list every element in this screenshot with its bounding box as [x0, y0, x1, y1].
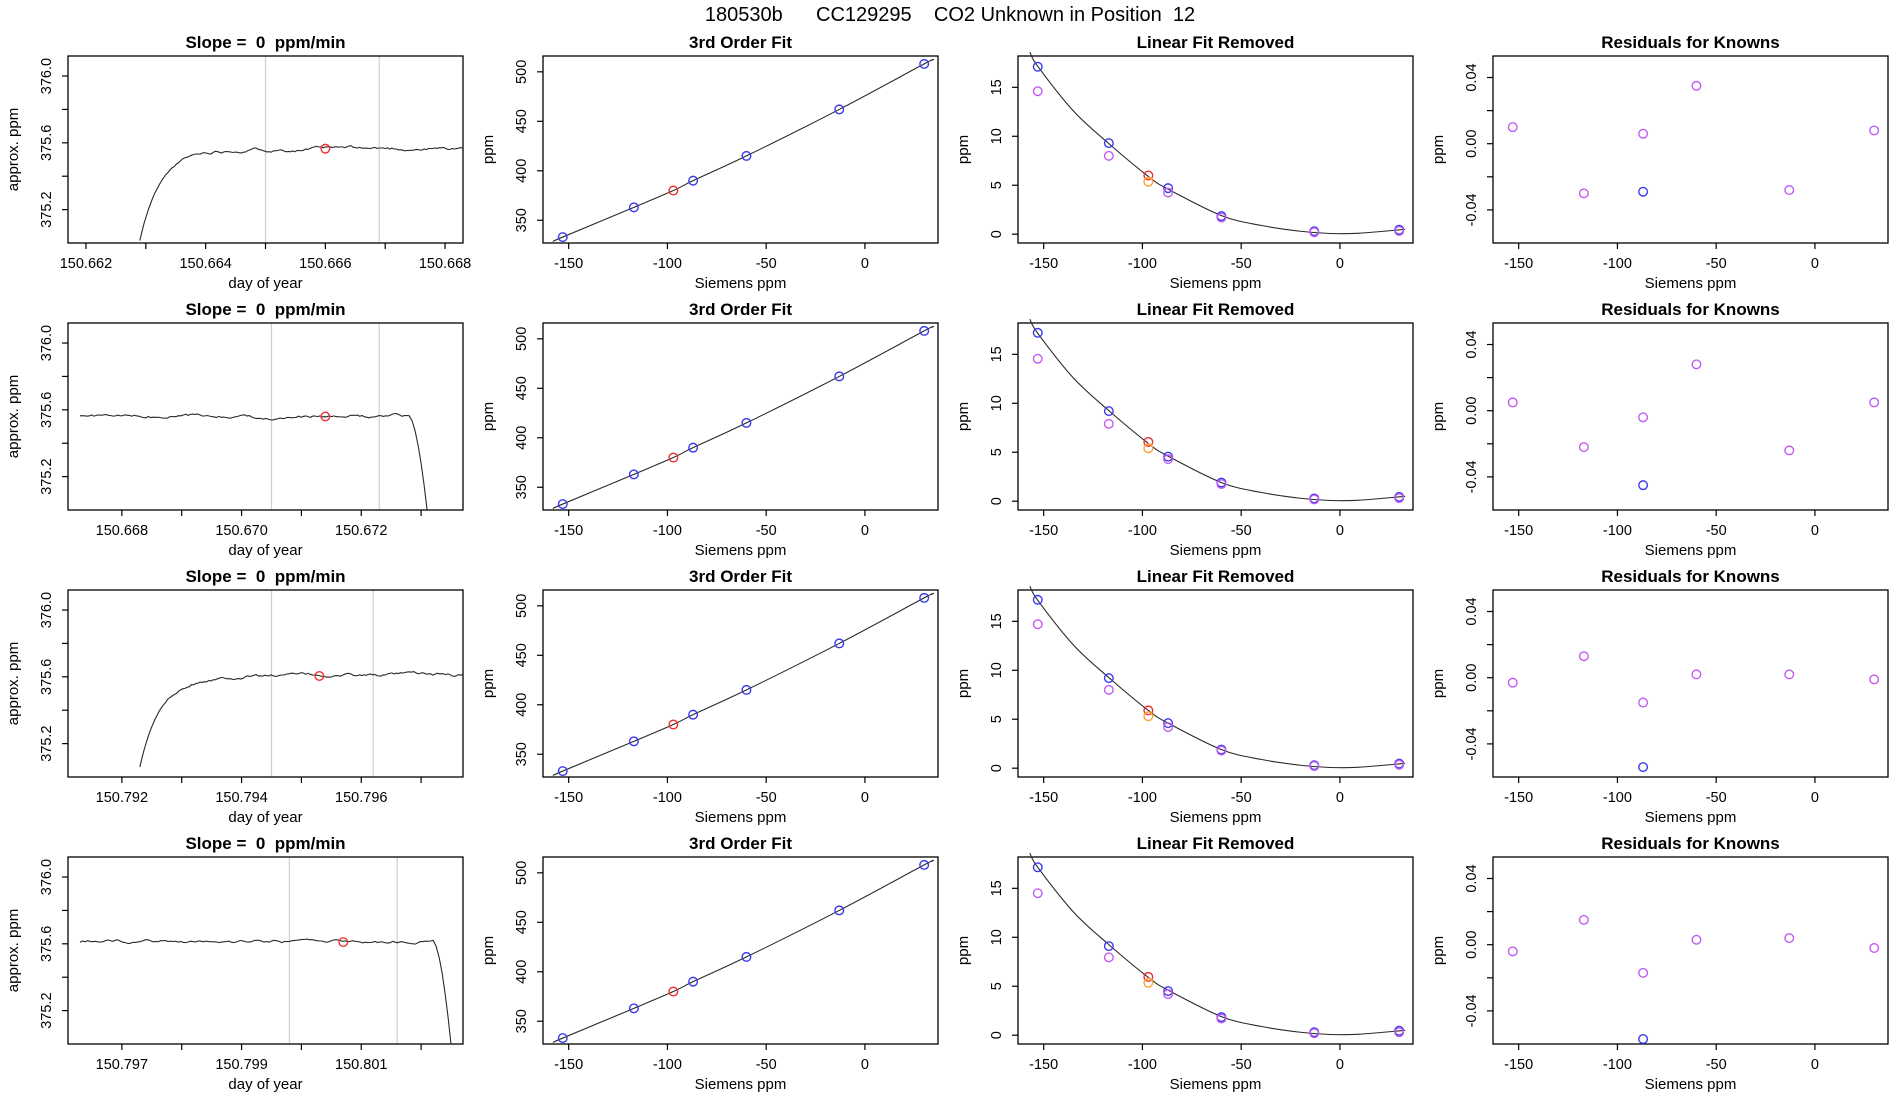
svg-text:approx. ppm: approx. ppm [5, 641, 22, 726]
svg-text:ppm: ppm [480, 935, 497, 966]
svg-text:376.0: 376.0 [39, 57, 55, 95]
svg-text:-0.04: -0.04 [1464, 193, 1480, 227]
svg-text:350: 350 [514, 475, 530, 500]
svg-text:0.00: 0.00 [1464, 396, 1480, 425]
svg-text:375.2: 375.2 [39, 458, 55, 495]
svg-text:15: 15 [989, 346, 1005, 363]
panel-row3-3rd-order-fit [475, 564, 950, 831]
svg-text:Residuals for Knowns: Residuals for Knowns [1601, 33, 1780, 52]
svg-text:400: 400 [514, 959, 530, 984]
svg-text:ppm: ppm [1430, 134, 1447, 165]
svg-text:0.04: 0.04 [1464, 597, 1480, 626]
svg-text:-100: -100 [1127, 256, 1157, 272]
svg-text:3rd Order Fit: 3rd Order Fit [689, 33, 792, 52]
svg-text:400: 400 [514, 692, 530, 717]
panel-row4-slope [0, 831, 475, 1098]
svg-text:350: 350 [514, 208, 530, 233]
panel-row2-3rd-order-fit [475, 297, 950, 564]
svg-text:0: 0 [1335, 256, 1344, 272]
svg-text:-50: -50 [1230, 256, 1252, 272]
svg-text:150.670: 150.670 [215, 523, 268, 539]
svg-text:ppm: ppm [480, 668, 497, 699]
svg-text:0: 0 [989, 1031, 1005, 1040]
svg-text:-150: -150 [554, 523, 584, 539]
svg-text:Siemens ppm: Siemens ppm [1644, 809, 1737, 826]
svg-text:-150: -150 [1504, 1057, 1534, 1073]
svg-text:ppm: ppm [955, 935, 972, 966]
svg-text:Siemens ppm: Siemens ppm [694, 275, 787, 292]
svg-text:day of year: day of year [228, 275, 303, 292]
svg-text:-50: -50 [1705, 256, 1727, 272]
svg-text:-100: -100 [1602, 1057, 1632, 1073]
svg-text:500: 500 [514, 593, 530, 618]
svg-text:500: 500 [514, 59, 530, 84]
chart-svg [475, 30, 950, 297]
panel-row2-residuals [1425, 297, 1900, 564]
chart-svg [1425, 564, 1900, 831]
svg-text:Linear Fit Removed: Linear Fit Removed [1136, 567, 1295, 586]
svg-text:0.04: 0.04 [1464, 330, 1480, 359]
svg-text:-150: -150 [1029, 1057, 1059, 1073]
svg-text:-50: -50 [1705, 790, 1727, 806]
panel-row1-linear-fit-removed [950, 30, 1425, 297]
svg-text:Siemens ppm: Siemens ppm [1169, 809, 1262, 826]
chart-svg [950, 297, 1425, 564]
svg-text:ppm: ppm [955, 134, 972, 165]
figure-title: 180530b CC129295 CO2 Unknown in Position 12 [704, 4, 1196, 26]
panel-row2-slope [0, 297, 475, 564]
svg-text:Siemens ppm: Siemens ppm [1169, 1076, 1262, 1093]
svg-text:-100: -100 [1127, 523, 1157, 539]
svg-text:0: 0 [860, 1057, 869, 1073]
svg-text:-50: -50 [1230, 1057, 1252, 1073]
svg-text:Slope = 0 ppm/min: Slope = 0 ppm/min [185, 834, 346, 853]
svg-text:Residuals for Knowns: Residuals for Knowns [1601, 567, 1780, 586]
svg-text:5: 5 [989, 448, 1005, 457]
svg-text:Linear Fit Removed: Linear Fit Removed [1136, 300, 1295, 319]
chart-svg [475, 297, 950, 564]
chart-svg [0, 564, 475, 831]
chart-svg [1425, 831, 1900, 1098]
svg-text:approx. ppm: approx. ppm [5, 107, 22, 192]
svg-text:150.662: 150.662 [59, 256, 113, 272]
svg-text:10: 10 [989, 929, 1005, 946]
svg-text:150.666: 150.666 [299, 256, 352, 272]
svg-text:-0.04: -0.04 [1464, 460, 1480, 494]
svg-text:Linear Fit Removed: Linear Fit Removed [1136, 33, 1295, 52]
svg-text:0: 0 [860, 790, 869, 806]
svg-text:375.6: 375.6 [39, 124, 55, 161]
svg-text:3rd Order Fit: 3rd Order Fit [689, 834, 792, 853]
svg-text:150.799: 150.799 [215, 1057, 268, 1073]
chart-svg [1425, 30, 1900, 297]
svg-text:0: 0 [989, 497, 1005, 506]
chart-svg [0, 831, 475, 1098]
panel-row4-3rd-order-fit [475, 831, 950, 1098]
chart-svg [475, 831, 950, 1098]
panel-row4-linear-fit-removed [950, 831, 1425, 1098]
svg-text:Siemens ppm: Siemens ppm [1169, 275, 1262, 292]
svg-text:ppm: ppm [1430, 935, 1447, 966]
svg-text:0: 0 [1335, 1057, 1344, 1073]
svg-text:ppm: ppm [1430, 668, 1447, 699]
svg-text:0: 0 [1810, 790, 1819, 806]
panel-row3-residuals [1425, 564, 1900, 831]
chart-svg [950, 831, 1425, 1098]
svg-text:-50: -50 [1230, 523, 1252, 539]
svg-text:Siemens ppm: Siemens ppm [1644, 275, 1737, 292]
svg-text:Siemens ppm: Siemens ppm [694, 542, 787, 559]
svg-text:-150: -150 [1504, 256, 1534, 272]
svg-text:-50: -50 [755, 523, 777, 539]
svg-text:3rd Order Fit: 3rd Order Fit [689, 567, 792, 586]
svg-text:Slope = 0 ppm/min: Slope = 0 ppm/min [185, 33, 346, 52]
svg-text:0: 0 [989, 764, 1005, 773]
svg-text:-100: -100 [652, 523, 682, 539]
chart-svg [0, 297, 475, 564]
svg-text:350: 350 [514, 1009, 530, 1034]
svg-text:approx. ppm: approx. ppm [5, 374, 22, 459]
svg-text:-100: -100 [652, 256, 682, 272]
svg-text:150.794: 150.794 [215, 790, 268, 806]
svg-text:0.00: 0.00 [1464, 930, 1480, 959]
svg-text:400: 400 [514, 425, 530, 450]
svg-text:0: 0 [1810, 1057, 1819, 1073]
svg-text:10: 10 [989, 662, 1005, 679]
svg-text:-100: -100 [1127, 1057, 1157, 1073]
svg-text:500: 500 [514, 860, 530, 885]
svg-text:5: 5 [989, 181, 1005, 190]
svg-text:Siemens ppm: Siemens ppm [694, 1076, 787, 1093]
svg-text:-100: -100 [1602, 790, 1632, 806]
svg-text:day of year: day of year [228, 809, 303, 826]
chart-svg [1425, 297, 1900, 564]
plot-grid [0, 30, 1900, 1098]
svg-text:376.0: 376.0 [39, 591, 55, 629]
svg-text:5: 5 [989, 715, 1005, 724]
svg-text:375.6: 375.6 [39, 391, 55, 428]
svg-text:-150: -150 [1029, 256, 1059, 272]
svg-text:450: 450 [514, 643, 530, 668]
svg-text:376.0: 376.0 [39, 324, 55, 362]
svg-text:ppm: ppm [480, 134, 497, 165]
svg-text:0: 0 [1810, 523, 1819, 539]
svg-text:3rd Order Fit: 3rd Order Fit [689, 300, 792, 319]
svg-text:-150: -150 [554, 1057, 584, 1073]
svg-text:Linear Fit Removed: Linear Fit Removed [1136, 834, 1295, 853]
svg-text:0.00: 0.00 [1464, 663, 1480, 692]
svg-text:376.0: 376.0 [39, 858, 55, 896]
svg-text:-100: -100 [652, 1057, 682, 1073]
svg-text:375.2: 375.2 [39, 992, 55, 1029]
svg-text:-150: -150 [554, 256, 584, 272]
svg-text:0: 0 [860, 523, 869, 539]
svg-text:15: 15 [989, 880, 1005, 897]
svg-text:0.04: 0.04 [1464, 63, 1480, 92]
svg-text:-150: -150 [1029, 790, 1059, 806]
svg-text:15: 15 [989, 79, 1005, 96]
svg-text:450: 450 [514, 109, 530, 134]
svg-text:ppm: ppm [480, 401, 497, 432]
panel-row3-linear-fit-removed [950, 564, 1425, 831]
svg-text:150.792: 150.792 [95, 790, 149, 806]
panel-row2-linear-fit-removed [950, 297, 1425, 564]
svg-text:0: 0 [860, 256, 869, 272]
svg-text:day of year: day of year [228, 1076, 303, 1093]
svg-text:400: 400 [514, 158, 530, 183]
svg-text:ppm: ppm [955, 668, 972, 699]
svg-text:150.668: 150.668 [95, 523, 149, 539]
svg-text:375.6: 375.6 [39, 925, 55, 962]
chart-svg [0, 30, 475, 297]
svg-text:0: 0 [989, 230, 1005, 239]
svg-text:150.801: 150.801 [335, 1057, 388, 1073]
svg-text:15: 15 [989, 613, 1005, 630]
svg-text:375.6: 375.6 [39, 658, 55, 695]
svg-text:0.04: 0.04 [1464, 864, 1480, 893]
svg-text:-50: -50 [1705, 1057, 1727, 1073]
svg-text:-50: -50 [1705, 523, 1727, 539]
panel-row1-3rd-order-fit [475, 30, 950, 297]
svg-text:0: 0 [1335, 790, 1344, 806]
svg-text:-150: -150 [1504, 790, 1534, 806]
svg-text:-50: -50 [1230, 790, 1252, 806]
svg-text:-100: -100 [1127, 790, 1157, 806]
svg-text:0: 0 [1810, 256, 1819, 272]
svg-text:10: 10 [989, 128, 1005, 145]
svg-text:450: 450 [514, 376, 530, 401]
svg-text:-100: -100 [1602, 523, 1632, 539]
svg-text:-0.04: -0.04 [1464, 727, 1480, 761]
svg-text:Siemens ppm: Siemens ppm [1169, 542, 1262, 559]
svg-text:10: 10 [989, 395, 1005, 412]
svg-text:Siemens ppm: Siemens ppm [694, 809, 787, 826]
svg-text:Residuals for Knowns: Residuals for Knowns [1601, 834, 1780, 853]
svg-text:150.797: 150.797 [95, 1057, 149, 1073]
panel-row1-residuals [1425, 30, 1900, 297]
chart-svg [950, 30, 1425, 297]
svg-text:-100: -100 [652, 790, 682, 806]
svg-text:-50: -50 [755, 790, 777, 806]
svg-text:Slope = 0 ppm/min: Slope = 0 ppm/min [185, 300, 346, 319]
svg-text:Siemens ppm: Siemens ppm [1644, 542, 1737, 559]
svg-text:-150: -150 [1029, 523, 1059, 539]
svg-text:150.668: 150.668 [418, 256, 472, 272]
svg-text:150.672: 150.672 [335, 523, 388, 539]
panel-row3-slope [0, 564, 475, 831]
svg-text:-50: -50 [755, 256, 777, 272]
svg-text:0.00: 0.00 [1464, 129, 1480, 158]
svg-text:approx. ppm: approx. ppm [5, 908, 22, 993]
svg-text:-150: -150 [1504, 523, 1534, 539]
svg-text:-100: -100 [1602, 256, 1632, 272]
svg-text:ppm: ppm [1430, 401, 1447, 432]
svg-text:day of year: day of year [228, 542, 303, 559]
svg-text:375.2: 375.2 [39, 191, 55, 228]
svg-text:Siemens ppm: Siemens ppm [1644, 1076, 1737, 1093]
svg-text:375.2: 375.2 [39, 725, 55, 762]
svg-text:Residuals for Knowns: Residuals for Knowns [1601, 300, 1780, 319]
svg-text:0: 0 [1335, 523, 1344, 539]
svg-text:450: 450 [514, 910, 530, 935]
svg-text:ppm: ppm [955, 401, 972, 432]
svg-text:-150: -150 [554, 790, 584, 806]
svg-text:150.664: 150.664 [179, 256, 232, 272]
svg-text:500: 500 [514, 326, 530, 351]
svg-text:150.796: 150.796 [335, 790, 388, 806]
svg-text:-0.04: -0.04 [1464, 994, 1480, 1028]
svg-text:5: 5 [989, 982, 1005, 991]
panel-row1-slope [0, 30, 475, 297]
chart-svg [475, 564, 950, 831]
svg-text:350: 350 [514, 742, 530, 767]
chart-svg [950, 564, 1425, 831]
svg-text:-50: -50 [755, 1057, 777, 1073]
svg-text:Slope = 0 ppm/min: Slope = 0 ppm/min [185, 567, 346, 586]
panel-row4-residuals [1425, 831, 1900, 1098]
